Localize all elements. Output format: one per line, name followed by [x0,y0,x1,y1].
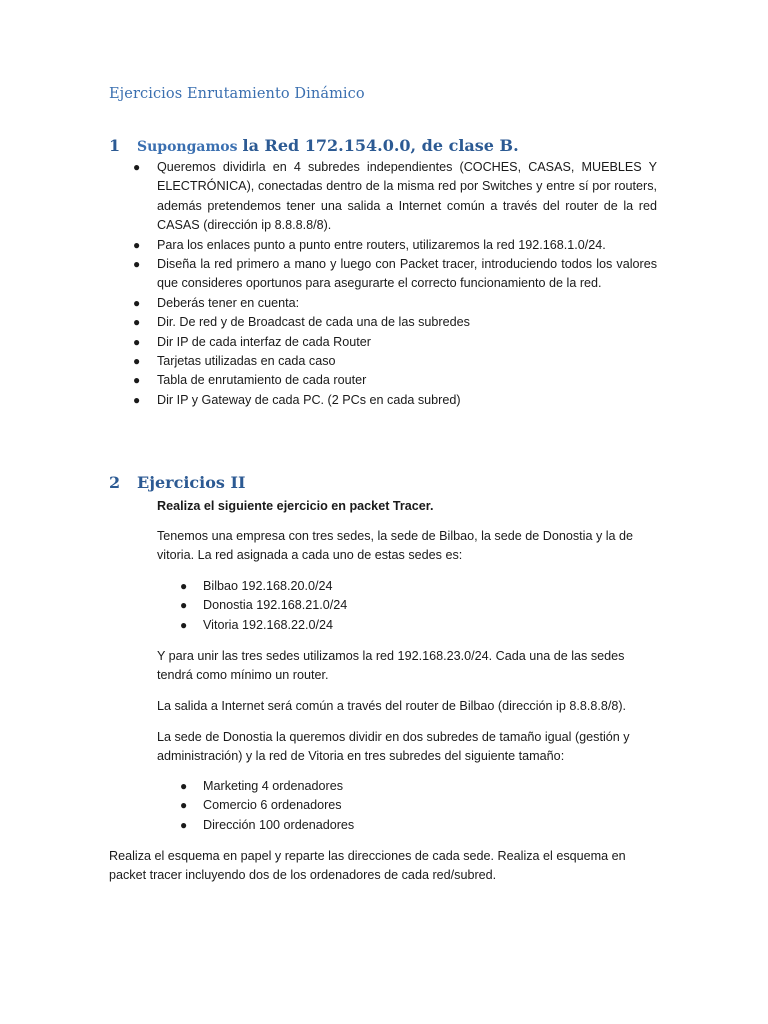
bullet-icon: ● [133,373,141,388]
section-2-heading [109,473,245,492]
list-item: ● Para los enlaces punto a punto entre routers, utilizaremos la red 192.168.1.0/24. [133,236,657,255]
section-1-number: 1 [109,136,121,155]
list-item: ● Dirección 100 ordenadores [180,816,580,835]
tamanos-list [180,777,580,835]
paragraph-union: Y para unir las tres sedes utilizamos la red 192.168.23.0/24. Cada una de las sedes tendrá como mínimo un router. [157,649,625,683]
bullet-icon: ● [133,334,141,349]
section-2-number: 2 [109,473,121,492]
bullet-icon: ● [180,598,188,613]
bullet-icon: ● [180,779,188,793]
list-item: ● Marketing 4 ordenadores [180,777,580,796]
bullet-icon: ● [133,392,141,407]
list-item: ● Tabla de enrutamiento de cada router [133,371,657,390]
section-2-title: Ejercicios II [137,473,246,492]
paragraph-subredes: La sede de Donostia la queremos dividir en dos subredes de tamaño igual (gestión y administración) y la red de Vitoria en tres subredes del siguiente tamaño: [157,730,630,764]
list-item: ● Dir IP de cada interfaz de cada Router [133,333,657,352]
section-1-bullet-list [133,158,657,410]
bullet-icon: ● [180,817,188,832]
bullet-icon: ● [133,315,141,330]
list-item: ● Deberás tener en cuenta: [133,294,657,313]
list-item: ● Vitoria 192.168.22.0/24 [180,616,580,635]
list-item: ● Dir. De red y de Broadcast de cada una de las subredes [133,313,657,332]
sedes-list [180,577,580,635]
list-item: ● Dir IP y Gateway de cada PC. (2 PCs en cada subred) [133,391,657,410]
section-1-lead: Supongamos [137,139,238,155]
bullet-icon: ● [133,257,141,272]
bullet-icon: ● [180,617,188,632]
list-item: ● Queremos dividirla en 4 subredes independientes (COCHES, CASAS, MUEBLES Y ELECTRÓNICA), conectadas dentro de la misma red por Switches y entre sí por routers, además pretendemos tener una salida a Internet común a través del router de la red CASAS (dirección ip 8.8.8.8/8). [133,160,657,233]
bullet-icon: ● [133,295,141,310]
section-1-title: la Red 172.154.0.0, de clase B. [242,136,519,155]
paragraph-sedes-intro: Tenemos una empresa con tres sedes, la sede de Bilbao, la sede de Donostia y la de vitoria. La red asignada a cada uno de estas sedes es: [157,529,634,563]
list-item: ● Diseña la red primero a mano y luego con Packet tracer, introduciendo todos los valores que consideres oportunos para asegurarte el correcto funcionamiento de la red. [133,257,657,291]
paragraph-internet: La salida a Internet será común a través del router de Bilbao (dirección ip 8.8.8.8/8). [157,699,627,713]
bullet-icon: ● [180,579,188,593]
section-2-intro: Realiza el siguiente ejercicio en packet Tracer. [157,499,434,513]
list-item: ● Tarjetas utilizadas en cada caso [133,352,657,371]
bullet-icon: ● [133,160,141,174]
list-item: ● Comercio 6 ordenadores [180,796,580,815]
section-1-heading [109,136,519,155]
list-item: ● Bilbao 192.168.20.0/24 [180,577,580,596]
document-title: Ejercicios Enrutamiento Dinámico [109,86,365,102]
paragraph-final: Realiza el esquema en papel y reparte las direcciones de cada sede. Realiza el esquema en packet tracer incluyendo dos de los ordenadores de cada red/subred. [109,849,626,883]
bullet-icon: ● [180,798,188,813]
list-item: ● Donostia 192.168.21.0/24 [180,596,580,615]
bullet-icon: ● [133,237,141,252]
bullet-icon: ● [133,354,141,369]
